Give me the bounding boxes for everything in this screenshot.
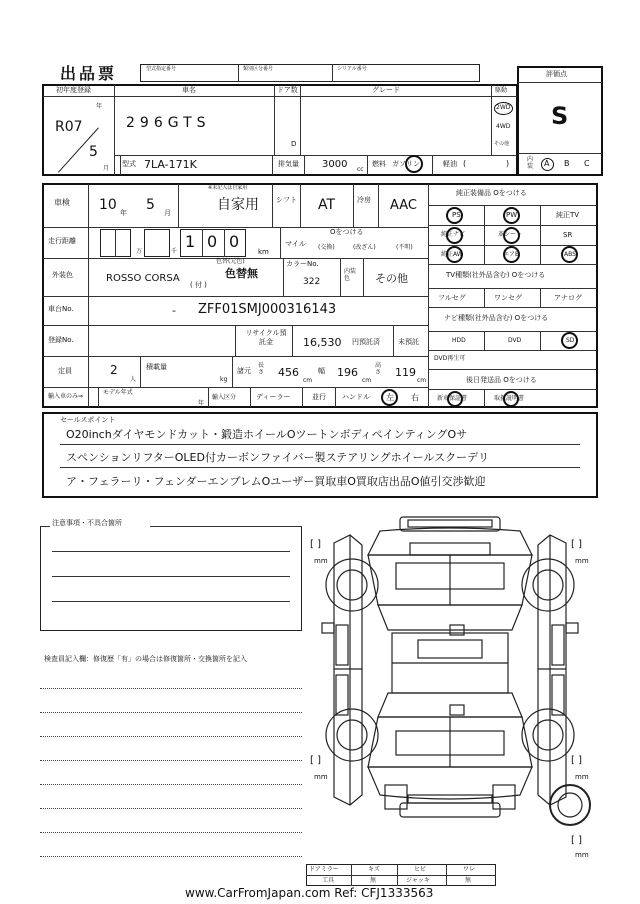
equip-abs: ABS — [564, 251, 576, 258]
nav-hdd: HDD — [452, 337, 466, 344]
mileage-sen: 千 — [171, 248, 178, 255]
year-unit: 年 — [96, 103, 103, 110]
doors-label: ドア数 — [277, 86, 298, 94]
displacement: 3000 — [322, 159, 348, 170]
width-label: 幅 — [318, 367, 325, 375]
handle-label: ハンドル — [342, 393, 370, 401]
color-no-label: カラーNo. — [286, 260, 319, 268]
handle-left-circle — [381, 389, 398, 406]
mile-label: マイル — [285, 240, 306, 248]
grade-label: グレード — [372, 86, 400, 94]
import-category-label: 輸入区分 — [212, 394, 237, 401]
legend-broken: ワレ — [463, 866, 476, 873]
later-manual: 取扱説明書 — [494, 395, 525, 402]
equip-sr: SR — [563, 231, 573, 239]
dvd-playback-label: DVD再生可 — [434, 355, 466, 362]
inspection-month: 5 — [146, 197, 155, 213]
doors-d: D — [291, 140, 297, 148]
nav-sd: SD — [566, 337, 575, 344]
fuel-gasoline-circle — [405, 155, 423, 173]
model-label: 型式 — [122, 160, 136, 168]
equip-tv: 純正TV — [556, 211, 580, 219]
equip-pw-circle — [503, 207, 520, 224]
recycle-amount: 16,530 — [303, 336, 342, 349]
tv-analog: アナログ — [554, 294, 582, 302]
interior-color: その他 — [375, 272, 408, 285]
chassis-dash: - — [172, 304, 176, 317]
form-title: 出品票 — [60, 64, 118, 83]
shift-label: シフト — [276, 196, 297, 204]
reg-no-label: 登録No. — [48, 336, 74, 344]
month-unit: 月 — [103, 165, 110, 172]
footer-watermark: www.CarFromJapan.com Ref: CFJ1333563 — [185, 886, 434, 900]
height-label: 高さ — [375, 362, 382, 376]
tire-bracket-fl: [ ] — [310, 539, 321, 550]
tv-fullseg: フルセグ — [438, 294, 466, 302]
model-year-label: モデル年式 — [103, 389, 133, 396]
mileage-digit-1: 1 — [185, 232, 196, 251]
sales-line-2: スペンションリフターOLED付カーボンファイバー製ステアリングホイールスクーデリ — [66, 451, 490, 464]
mileage-digit-2: 0 — [207, 232, 218, 251]
fuel-paren-close: ) — [506, 159, 510, 168]
car-name-label: 車名 — [182, 86, 196, 94]
legend-jack-value: 無 — [465, 877, 472, 884]
drive-other: その他 — [494, 141, 510, 147]
equip-ps-circle — [446, 207, 463, 224]
fuel-gasoline: ガソリン — [392, 160, 420, 168]
displacement-label: 排気量 — [278, 160, 299, 168]
tire-bracket-fr: [ ] — [571, 539, 582, 550]
model-cert-label: 型式指定番号 — [146, 66, 177, 72]
interior-b: B — [564, 159, 570, 168]
inspection-year: 10 — [99, 197, 117, 213]
equip-airbag-circle — [503, 246, 520, 263]
tamper-label: (改ざん) — [353, 244, 376, 251]
interior-a: A — [544, 159, 550, 168]
tv-title: TV種類(社外品含む) Oをつける — [446, 271, 546, 279]
mileage-digit-3: 0 — [229, 232, 240, 251]
height-cm: cm — [417, 377, 427, 384]
cc-unit: cc — [357, 166, 364, 173]
drive-label: 駆動 — [495, 87, 508, 94]
later-manual-circle — [503, 391, 519, 407]
height-value: 119 — [395, 366, 416, 379]
model-year-unit: 年 — [198, 400, 205, 407]
legend-tools-value: 無 — [370, 877, 377, 884]
fuel-paren-open: ( — [463, 159, 467, 168]
interior-grade-label: 内装 — [527, 156, 534, 170]
recycle-unit: 円預託済 — [352, 338, 380, 346]
size-label: 諸元 — [237, 367, 251, 375]
nav-title: ナビ種類(社外品含む) Oをつける — [444, 314, 549, 322]
legend-jack: ジャッキ — [406, 877, 430, 884]
mileage-man: 万 — [136, 248, 143, 255]
swap-label: (交換) — [318, 244, 335, 251]
import-dealer: ディーラー — [256, 393, 291, 401]
handle-left: 左 — [386, 393, 394, 402]
mileage-circle-note: Oをつける — [330, 228, 364, 236]
recycle-label: リサイクル預託金 — [245, 329, 287, 347]
tire-mm-fr: mm — [575, 557, 589, 565]
tire-mm-rr: mm — [575, 773, 589, 781]
equip-ps: PS — [452, 211, 461, 219]
later-warranty: 新車保証書 — [437, 395, 468, 402]
tire-bracket-rr: [ ] — [571, 755, 582, 766]
rating-label: 評価点 — [546, 70, 567, 78]
width-value: 196 — [337, 366, 358, 379]
drive-2wd: 2WD — [496, 104, 511, 111]
first-reg-label: 初年度登録 — [56, 86, 91, 94]
first-reg-month: 5 — [89, 144, 98, 160]
sales-line-1: O20inchダイヤモンドカット・鍛造ホイールOツートンボディペインティングOサ — [66, 428, 468, 441]
length-cm: cm — [303, 377, 313, 384]
unknown-label: (不明) — [396, 244, 413, 251]
nav-dvd: DVD — [508, 337, 522, 344]
mileage-label: 走行距離 — [48, 237, 76, 245]
import-parallel: 並行 — [312, 393, 326, 401]
nav-sd-circle — [561, 332, 578, 349]
inspection-year-unit: 年 — [120, 209, 127, 217]
inspector-label: 検査員記入欄：修復歴「有」の場合は修復箇所・交換箇所を記入 — [44, 655, 247, 663]
inspection-month-unit: 月 — [164, 209, 171, 217]
recycle-not: 未預託 — [398, 338, 419, 346]
import-label: 輸入車のみ⇒ — [48, 393, 84, 400]
score-value: S — [551, 102, 569, 130]
legend-crack: ヒビ — [414, 866, 427, 873]
tire-mm-rl: mm — [314, 773, 328, 781]
equipment-title: 純正装備品 Oをつける — [456, 189, 527, 197]
tire-bracket-rl: [ ] — [310, 755, 321, 766]
exterior-color: ROSSO CORSA — [106, 273, 180, 284]
equip-nav-circle — [446, 227, 463, 244]
km-unit: km — [258, 248, 269, 256]
length-value: 456 — [278, 366, 299, 379]
interior-color-label: 内装色 — [344, 268, 357, 283]
legend-scratch: キズ — [368, 866, 380, 873]
drive-4wd: 4WD — [496, 123, 511, 130]
car-diagram — [300, 505, 610, 890]
equip-abs-circle — [561, 246, 578, 263]
equip-aw: 純正AW — [441, 251, 463, 258]
legend-tools: 工具 — [322, 877, 335, 884]
handle-right: 右 — [411, 393, 419, 402]
chassis-number: ZFF01SMJ000316143 — [198, 302, 337, 317]
shift-value: AT — [318, 197, 336, 213]
equip-pw: PW — [506, 211, 518, 219]
later-warranty-circle — [447, 391, 463, 407]
caution-label: 注意事項・不具合箇所 — [52, 519, 122, 527]
caution-box — [40, 526, 302, 631]
equip-airbag: エアB — [503, 251, 520, 258]
interior-c: C — [584, 159, 590, 168]
car-name: 296GTS — [126, 115, 211, 131]
color-paren: ( 付 ) — [190, 281, 207, 289]
length-label: 長さ — [258, 362, 265, 376]
fuel-diesel: 軽油 — [443, 160, 457, 168]
tire-bracket-spare: [ ] — [571, 835, 582, 846]
exterior-color-label: 外装色 — [52, 271, 73, 279]
kg-unit: kg — [220, 376, 228, 383]
use-type: 自家用 — [217, 197, 259, 213]
equip-aw-circle — [446, 246, 463, 263]
tv-oneseg: ワンセグ — [494, 294, 522, 302]
capacity-unit: 人 — [130, 376, 137, 383]
use-note: ※未記入は自家用 — [208, 185, 248, 191]
equip-leather: 革シート — [498, 231, 523, 238]
tire-mm-fl: mm — [314, 557, 328, 565]
color-change-value: 色替無 — [225, 267, 258, 280]
category-label: 類別区分番号 — [243, 66, 274, 72]
tire-mm-spare: mm — [575, 851, 589, 859]
inspection-label: 車検 — [54, 198, 70, 207]
fuel-label: 燃料 — [372, 160, 386, 168]
width-cm: cm — [362, 377, 372, 384]
first-reg-era: R07 — [55, 119, 83, 135]
serial-label: シリアル番号 — [337, 66, 367, 72]
header-id-box — [140, 64, 480, 82]
ac-value: AAC — [390, 198, 417, 213]
ac-label: 冷房 — [357, 196, 371, 204]
later-title: 後日発送品 Oをつける — [466, 376, 537, 384]
legend-mirror: ドアミラー — [309, 866, 339, 873]
load-label: 積載量 — [146, 363, 167, 371]
color-no: 322 — [303, 277, 321, 287]
sales-line-3: ア・フェラーリ・フェンダーエンブレムOユーザー買取車O買取店出品O値引交渉歓迎 — [66, 475, 486, 488]
equip-nav: 純正ナビ — [441, 231, 466, 238]
capacity-value: 2 — [110, 363, 118, 377]
model-code: 7LA-171K — [144, 158, 197, 171]
capacity-label: 定員 — [58, 367, 72, 375]
color-change-label: 色替(元色) — [216, 258, 245, 265]
equip-leather-circle — [503, 227, 520, 244]
chassis-label: 車台No. — [48, 305, 74, 313]
sales-points-label: セールスポイント — [60, 416, 116, 424]
